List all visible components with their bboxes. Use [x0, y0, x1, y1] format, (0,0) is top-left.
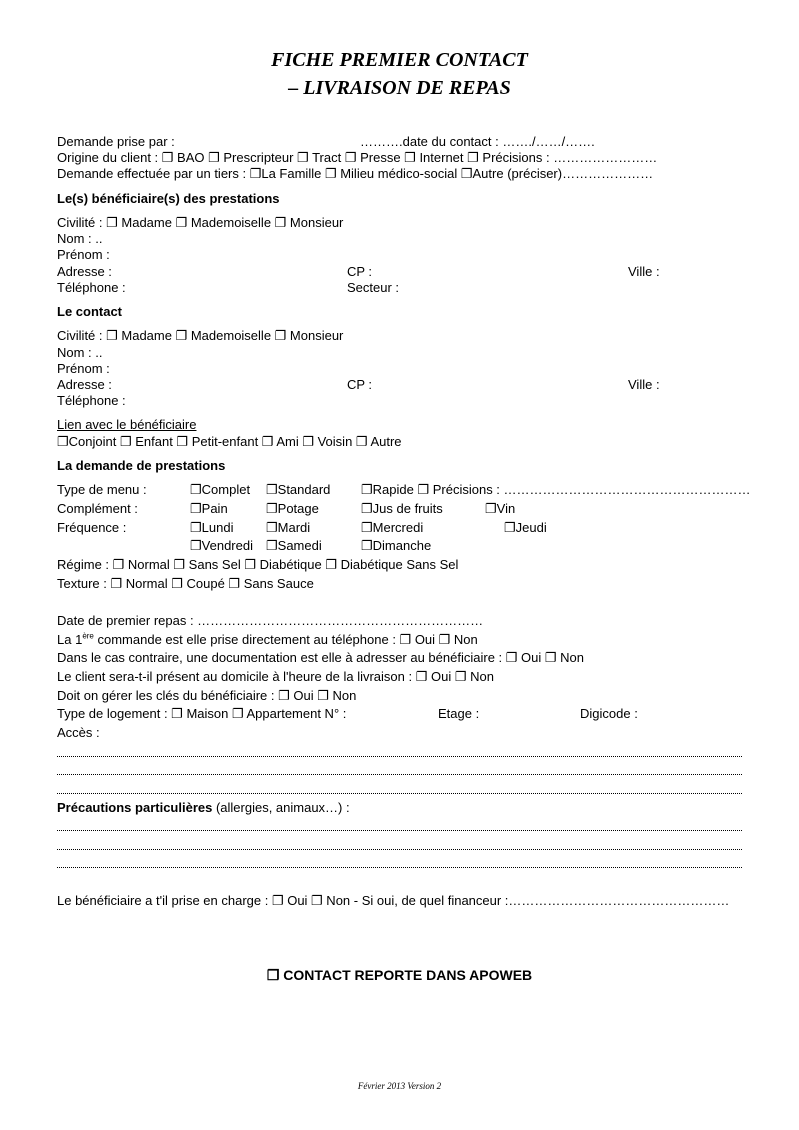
contact-prenom: Prénom : — [57, 361, 110, 376]
contact-nom: Nom : .. — [57, 345, 103, 360]
option-lundi: ❐Lundi — [190, 520, 234, 535]
precautions-line-2 — [57, 849, 742, 850]
option-complet: ❐Complet — [190, 482, 251, 497]
etage-label: Etage : — [438, 706, 480, 721]
option-standard: ❐Standard — [266, 482, 331, 497]
lien-options: ❐Conjoint ❐ Enfant ❐ Petit-enfant ❐ Ami ❐ Voisin ❐ Autre — [57, 434, 402, 449]
contact-telephone: Téléphone : — [57, 393, 126, 408]
section-contact-heading: Le contact — [57, 304, 123, 319]
cles-question: Doit on gérer les clés du bénéficiaire : ❐ Oui ❐ Non — [57, 688, 357, 703]
option-rapide: ❐Rapide ❐ Précisions : ………………………………………………… — [361, 482, 751, 497]
section-beneficiaire-heading: Le(s) bénéficiaire(s) des prestations — [57, 191, 280, 206]
acces-label: Accès : — [57, 725, 100, 740]
type-logement: Type de logement : ❐ Maison ❐ Appartement N° : — [57, 706, 347, 721]
commande-sup: ère — [82, 631, 94, 641]
beneficiaire-adresse: Adresse : — [57, 264, 112, 279]
document-title-line2: – LIVRAISON DE REPAS — [288, 77, 511, 99]
option-samedi: ❐Samedi — [266, 538, 322, 553]
option-potage: ❐Potage — [266, 501, 319, 516]
option-jus: ❐Jus de fruits — [361, 501, 443, 516]
precautions-rest: (allergies, animaux…) : — [212, 800, 350, 815]
lien-beneficiaire-label: Lien avec le bénéficiaire — [57, 417, 197, 432]
commande-telephone — [57, 632, 478, 648]
option-vendredi: ❐Vendredi — [190, 538, 253, 553]
commande-post: commande est elle prise directement au téléphone : ❐ Oui ❐ Non — [93, 632, 478, 647]
beneficiaire-civilite: Civilité : ❐ Madame ❐ Mademoiselle ❐ Monsieur — [57, 215, 344, 230]
contact-adresse: Adresse : — [57, 377, 112, 392]
beneficiaire-cp: CP : — [347, 264, 373, 279]
footer-version: Février 2013 Version 2 — [357, 1081, 442, 1091]
apoweb-checkbox-label: ❐ CONTACT REPORTE DANS APOWEB — [266, 967, 533, 983]
precautions-bold: Précautions particulières — [57, 800, 213, 815]
beneficiaire-nom: Nom : .. — [57, 231, 103, 246]
demande-tiers: Demande effectuée par un tiers : ❐La Famille ❐ Milieu médico-social ❐Autre (préciser)………………… — [57, 166, 654, 181]
precautions-line-3 — [57, 867, 742, 868]
beneficiaire-secteur: Secteur : — [347, 280, 400, 295]
option-vin: ❐Vin — [485, 501, 516, 516]
beneficiaire-prenom: Prénom : — [57, 247, 110, 262]
complement-label: Complément : — [57, 501, 138, 516]
digicode-label: Digicode : — [580, 706, 638, 721]
date-premier-repas: Date de premier repas : ………………………………………………………… — [57, 613, 484, 628]
commande-pre: La 1 — [57, 632, 83, 647]
texture-row: Texture : ❐ Normal ❐ Coupé ❐ Sans Sauce — [57, 576, 314, 591]
option-mardi: ❐Mardi — [266, 520, 311, 535]
beneficiaire-telephone: Téléphone : — [57, 280, 126, 295]
type-menu-label: Type de menu : — [57, 482, 147, 497]
acces-line-1 — [57, 756, 742, 757]
contact-civilite: Civilité : ❐ Madame ❐ Mademoiselle ❐ Monsieur — [57, 328, 344, 343]
document-title-line1: FICHE PREMIER CONTACT — [271, 49, 528, 71]
demande-prise-par: Demande prise par : — [57, 134, 175, 149]
present-question: Le client sera-t-il présent au domicile à l'heure de la livraison : ❐ Oui ❐ Non — [57, 669, 494, 684]
acces-line-2 — [57, 774, 742, 775]
contact-cp: CP : — [347, 377, 373, 392]
acces-line-3 — [57, 793, 742, 794]
documentation-question: Dans le cas contraire, une documentation est elle à adresser au bénéficiaire : ❐ Oui ❐ Non — [57, 650, 584, 665]
precautions-line-1 — [57, 830, 742, 831]
frequence-label: Fréquence : — [57, 520, 127, 535]
section-demande-heading: La demande de prestations — [57, 458, 226, 473]
regime-row: Régime : ❐ Normal ❐ Sans Sel ❐ Diabétique ❐ Diabétique Sans Sel — [57, 557, 459, 572]
date-contact: ……….date du contact : ……./……/……. — [360, 134, 595, 149]
precautions-label — [57, 800, 350, 816]
prise-en-charge: Le bénéficiaire a t'il prise en charge : ❐ Oui ❐ Non - Si oui, de quel financeur :…………………………………………… — [57, 893, 730, 908]
beneficiaire-ville: Ville : — [628, 264, 660, 279]
origine-client: Origine du client : ❐ BAO ❐ Prescripteur ❐ Tract ❐ Presse ❐ Internet ❐ Précisions : …………………… — [57, 150, 658, 165]
contact-ville: Ville : — [628, 377, 660, 392]
option-pain: ❐Pain — [190, 501, 228, 516]
option-jeudi: ❐Jeudi — [504, 520, 547, 535]
option-dimanche: ❐Dimanche — [361, 538, 432, 553]
option-mercredi: ❐Mercredi — [361, 520, 424, 535]
